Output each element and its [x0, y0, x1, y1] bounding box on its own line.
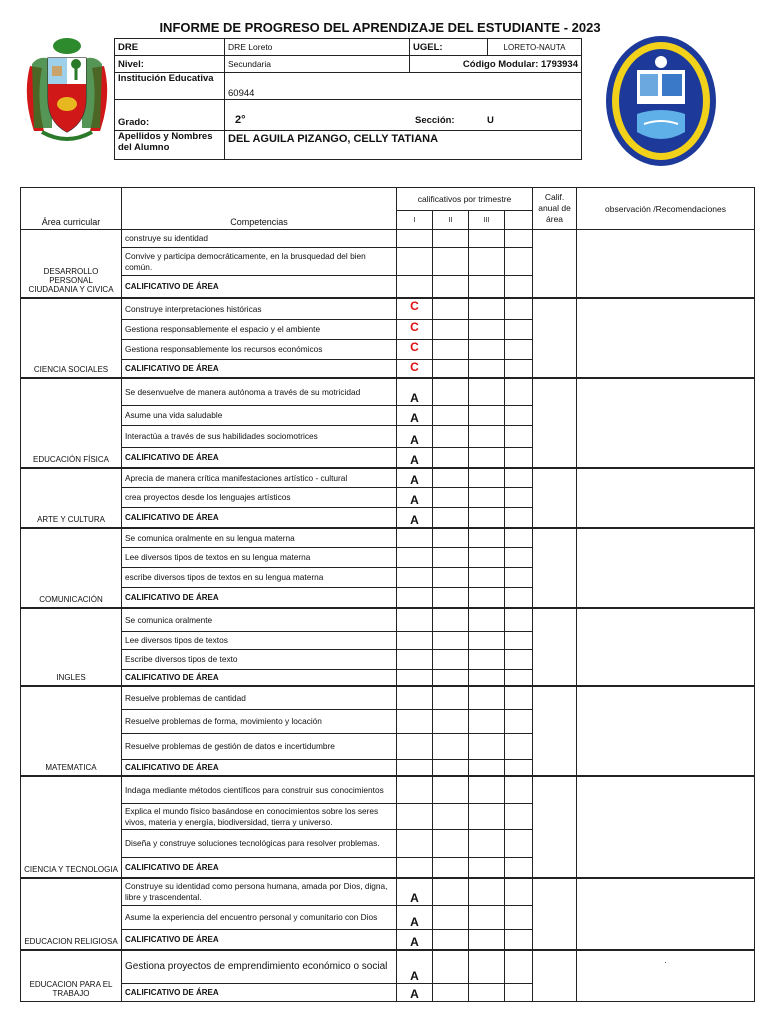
grade-trimestre-1	[397, 776, 433, 804]
grade-trimestre-4	[505, 468, 533, 488]
area-name: INGLES	[21, 608, 122, 686]
grade-trimestre-4	[505, 670, 533, 686]
grade-trimestre-3	[469, 360, 505, 378]
alumno-value: DEL AGUILA PIZANGO, CELLY TATIANA	[225, 131, 582, 160]
grade-trimestre-1: C	[397, 298, 433, 320]
grade-trimestre-1: A	[397, 878, 433, 906]
area-block	[21, 298, 755, 378]
annual-grade	[533, 878, 577, 950]
area-name: EDUCACIÓN FÍSICA	[21, 378, 122, 468]
grade-trimestre-4	[505, 588, 533, 608]
observations	[577, 528, 755, 608]
area-grade-label: CALIFICATIVO DE ÁREA	[122, 588, 397, 608]
observations	[577, 298, 755, 378]
area-block	[21, 528, 755, 608]
competency-name: crea proyectos desde los lenguajes artísticos	[122, 488, 397, 508]
competency-name: escribe diversos tipos de textos en su lengua materna	[122, 568, 397, 588]
grade-trimestre-2	[433, 686, 469, 710]
grade-trimestre-2	[433, 320, 469, 340]
grade-trimestre-1: A	[397, 930, 433, 950]
area-name: EDUCACION PARA EL TRABAJO	[21, 950, 122, 1002]
grade-trimestre-2	[433, 734, 469, 760]
area-grade-label: CALIFICATIVO DE ÁREA	[122, 858, 397, 878]
seccion-label: Sección:	[415, 115, 455, 126]
grade-trimestre-1: A	[397, 468, 433, 488]
area-grade-label: CALIFICATIVO DE ÁREA	[122, 276, 397, 298]
grade-trimestre-4	[505, 776, 533, 804]
grade-trimestre-3	[469, 230, 505, 248]
area-grade-label: CALIFICATIVO DE ÁREA	[122, 508, 397, 528]
grade-trimestre-4	[505, 878, 533, 906]
col-competencias-header: Competencias	[122, 188, 397, 230]
observations	[577, 378, 755, 468]
grade-trimestre-4	[505, 950, 533, 984]
grade-trimestre-1	[397, 734, 433, 760]
grade-trimestre-3	[469, 878, 505, 906]
col-t1-header: I	[397, 211, 433, 230]
grade-trimestre-2	[433, 984, 469, 1002]
area-block	[21, 468, 755, 528]
grade-trimestre-1	[397, 548, 433, 568]
ugel-label: UGEL:	[410, 39, 488, 56]
grade-trimestre-4	[505, 230, 533, 248]
grade-trimestre-4	[505, 830, 533, 858]
grado-value: 2°	[235, 114, 246, 126]
area-block	[21, 378, 755, 468]
col-trimestre-header: calificativos por trimestre	[397, 188, 533, 211]
grade-trimestre-4	[505, 488, 533, 508]
competency-name: Gestiona proyectos de emprendimiento económico o social	[122, 950, 397, 984]
observations	[577, 468, 755, 528]
area-name: CIENCIA Y TECNOLOGIA	[21, 776, 122, 878]
competency-name: Convive y participa democráticamente, en la brusquedad del bien común.	[122, 248, 397, 276]
competency-row	[21, 950, 755, 984]
grade-trimestre-1: A	[397, 984, 433, 1002]
competency-name: Se comunica oralmente	[122, 608, 397, 632]
col-anual-header: Calif. anual de área	[533, 188, 577, 230]
grade-trimestre-1	[397, 608, 433, 632]
competency-name: Asume una vida saludable	[122, 406, 397, 426]
observations: .	[577, 950, 755, 1002]
grade-trimestre-4	[505, 448, 533, 468]
grade-trimestre-2	[433, 858, 469, 878]
area-name: COMUNICACIÓN	[21, 528, 122, 608]
competency-name: Asume la experiencia del encuentro personal y comunitario con Dios	[122, 906, 397, 930]
alumno-label: Apellidos y Nombres del Alumno	[115, 131, 225, 160]
grade-trimestre-3	[469, 568, 505, 588]
student-info-table	[114, 38, 582, 160]
nivel-value: Secundaria	[225, 56, 410, 73]
col-t3-header: III	[469, 211, 505, 230]
grade-trimestre-4	[505, 984, 533, 1002]
grade-trimestre-2	[433, 588, 469, 608]
grade-trimestre-4	[505, 930, 533, 950]
grade-trimestre-1	[397, 650, 433, 670]
grade-trimestre-4	[505, 858, 533, 878]
grade-trimestre-4	[505, 340, 533, 360]
grade-trimestre-2	[433, 670, 469, 686]
competency-row	[21, 378, 755, 406]
competency-name: Indaga mediante métodos científicos para construir sus conocimientos	[122, 776, 397, 804]
ie-value: 60944	[225, 73, 582, 100]
grade-trimestre-4	[505, 710, 533, 734]
area-name: MATEMATICA	[21, 686, 122, 776]
grade-trimestre-3	[469, 320, 505, 340]
grade-trimestre-1	[397, 830, 433, 858]
competency-name: Gestiona responsablemente el espacio y el ambiente	[122, 320, 397, 340]
grade-trimestre-2	[433, 276, 469, 298]
grade-trimestre-1: A	[397, 950, 433, 984]
grade-trimestre-1	[397, 568, 433, 588]
grade-trimestre-1: A	[397, 426, 433, 448]
area-grade-label: CALIFICATIVO DE ÁREA	[122, 670, 397, 686]
grade-trimestre-2	[433, 508, 469, 528]
area-name: ARTE Y CULTURA	[21, 468, 122, 528]
area-block	[21, 950, 755, 1002]
competency-name: Aprecia de manera crítica manifestaciones artístico - cultural	[122, 468, 397, 488]
grade-trimestre-2	[433, 360, 469, 378]
competency-name: construye su identidad	[122, 230, 397, 248]
annual-grade	[533, 950, 577, 1002]
grade-trimestre-2	[433, 248, 469, 276]
area-block	[21, 230, 755, 298]
grade-trimestre-4	[505, 406, 533, 426]
grades-table	[20, 187, 755, 1002]
grade-trimestre-3	[469, 468, 505, 488]
grade-trimestre-2	[433, 950, 469, 984]
competency-name: Diseña y construye soluciones tecnológicas para resolver problemas.	[122, 830, 397, 858]
grade-trimestre-2	[433, 468, 469, 488]
grade-trimestre-3	[469, 588, 505, 608]
grade-trimestre-3	[469, 950, 505, 984]
area-block	[21, 608, 755, 686]
grade-trimestre-3	[469, 984, 505, 1002]
grade-trimestre-4	[505, 248, 533, 276]
grade-trimestre-3	[469, 804, 505, 830]
grade-trimestre-4	[505, 528, 533, 548]
annual-grade	[533, 528, 577, 608]
codigo-modular: Código Modular: 1793934	[410, 56, 582, 73]
col-t2-header: II	[433, 211, 469, 230]
grade-trimestre-4	[505, 548, 533, 568]
observations	[577, 878, 755, 950]
grade-trimestre-2	[433, 776, 469, 804]
grade-trimestre-3	[469, 508, 505, 528]
grade-trimestre-4	[505, 906, 533, 930]
grade-trimestre-4	[505, 568, 533, 588]
competency-row	[21, 298, 755, 320]
grade-trimestre-3	[469, 830, 505, 858]
grade-trimestre-2	[433, 230, 469, 248]
grade-trimestre-4	[505, 632, 533, 650]
report-title: INFORME DE PROGRESO DEL APRENDIZAJE DEL ESTUDIANTE - 2023	[159, 20, 601, 35]
grade-trimestre-4	[505, 734, 533, 760]
grade-trimestre-2	[433, 426, 469, 448]
competency-row	[21, 468, 755, 488]
competency-row	[21, 776, 755, 804]
grade-trimestre-4	[505, 804, 533, 830]
grade-trimestre-4	[505, 760, 533, 776]
competency-name: Resuelve problemas de gestión de datos e incertidumbre	[122, 734, 397, 760]
grade-trimestre-2	[433, 378, 469, 406]
grade-trimestre-3	[469, 248, 505, 276]
dre-value: DRE Loreto	[225, 39, 410, 56]
grade-trimestre-3	[469, 650, 505, 670]
competency-row	[21, 528, 755, 548]
grade-trimestre-3	[469, 734, 505, 760]
grade-trimestre-2	[433, 298, 469, 320]
grade-trimestre-3	[469, 670, 505, 686]
grade-trimestre-4	[505, 608, 533, 632]
competency-name: Gestiona responsablemente los recursos económicos	[122, 340, 397, 360]
ugel-value: LORETO-NAUTA	[488, 39, 582, 56]
competency-name: Lee diversos tipos de textos en su lengua materna	[122, 548, 397, 568]
grade-trimestre-4	[505, 686, 533, 710]
grade-trimestre-2	[433, 830, 469, 858]
observations	[577, 686, 755, 776]
grade-trimestre-2	[433, 760, 469, 776]
grade-trimestre-4	[505, 320, 533, 340]
school-seal-logo	[604, 34, 718, 168]
grade-trimestre-1	[397, 276, 433, 298]
grade-trimestre-1	[397, 686, 433, 710]
grade-trimestre-3	[469, 776, 505, 804]
grade-trimestre-1	[397, 248, 433, 276]
competency-row	[21, 878, 755, 906]
area-name: EDUCACION RELIGIOSA	[21, 878, 122, 950]
grade-trimestre-3	[469, 906, 505, 930]
grade-trimestre-3	[469, 406, 505, 426]
grade-trimestre-4	[505, 276, 533, 298]
annual-grade	[533, 298, 577, 378]
grade-trimestre-1	[397, 760, 433, 776]
annual-grade	[533, 608, 577, 686]
competency-name: Se desenvuelve de manera autónoma a través de su motricidad	[122, 378, 397, 406]
grade-trimestre-3	[469, 710, 505, 734]
competency-name: Explica el mundo físico basándose en conocimientos sobre los seres vivos, materia y energía, biodiversidad, tierra y universo.	[122, 804, 397, 830]
area-block	[21, 686, 755, 776]
grade-trimestre-3	[469, 276, 505, 298]
competency-row	[21, 608, 755, 632]
col-obs-header: observación /Recomendaciones	[577, 188, 755, 230]
grade-trimestre-3	[469, 426, 505, 448]
competency-name: Lee diversos tipos de textos	[122, 632, 397, 650]
grade-trimestre-2	[433, 930, 469, 950]
competency-name: Construye interpretaciones históricas	[122, 298, 397, 320]
grade-trimestre-2	[433, 710, 469, 734]
area-grade-label: CALIFICATIVO DE ÁREA	[122, 984, 397, 1002]
grade-trimestre-2	[433, 878, 469, 906]
grade-trimestre-3	[469, 528, 505, 548]
grade-trimestre-3	[469, 608, 505, 632]
dre-label: DRE	[115, 39, 225, 56]
competency-name: Interactúa a través de sus habilidades sociomotrices	[122, 426, 397, 448]
grade-trimestre-1: C	[397, 340, 433, 360]
annual-grade	[533, 230, 577, 298]
col-area-header: Área curricular	[21, 188, 122, 230]
observations	[577, 230, 755, 298]
grade-trimestre-2	[433, 340, 469, 360]
grade-trimestre-2	[433, 548, 469, 568]
competency-name: Resuelve problemas de cantidad	[122, 686, 397, 710]
observations	[577, 608, 755, 686]
grade-trimestre-4	[505, 508, 533, 528]
grade-trimestre-2	[433, 632, 469, 650]
grado-label: Grado:	[115, 100, 225, 131]
grade-trimestre-3	[469, 930, 505, 950]
area-block	[21, 878, 755, 950]
area-name: CIENCIA SOCIALES	[21, 298, 122, 378]
observations	[577, 776, 755, 878]
annual-grade	[533, 686, 577, 776]
area-name: DESARROLLO PERSONAL CIUDADANIA Y CIVICA	[21, 230, 122, 298]
competency-row	[21, 686, 755, 710]
grade-trimestre-1	[397, 670, 433, 686]
annual-grade	[533, 468, 577, 528]
competency-row	[21, 230, 755, 248]
grade-trimestre-2	[433, 650, 469, 670]
grade-trimestre-2	[433, 906, 469, 930]
peru-coat-of-arms-logo	[22, 36, 112, 146]
grade-trimestre-1	[397, 858, 433, 878]
area-grade-label: CALIFICATIVO DE ÁREA	[122, 760, 397, 776]
competency-name: Escribe diversos tipos de texto	[122, 650, 397, 670]
grade-trimestre-1	[397, 230, 433, 248]
area-grade-label: CALIFICATIVO DE ÁREA	[122, 930, 397, 950]
grade-trimestre-3	[469, 340, 505, 360]
grade-trimestre-4	[505, 360, 533, 378]
grade-trimestre-3	[469, 488, 505, 508]
grade-trimestre-4	[505, 426, 533, 448]
grade-trimestre-1	[397, 632, 433, 650]
grade-trimestre-4	[505, 650, 533, 670]
grade-trimestre-1: C	[397, 320, 433, 340]
grade-trimestre-1: A	[397, 406, 433, 426]
area-block	[21, 776, 755, 878]
grade-trimestre-1	[397, 710, 433, 734]
grade-trimestre-2	[433, 448, 469, 468]
grade-trimestre-3	[469, 760, 505, 776]
grade-trimestre-1	[397, 528, 433, 548]
grade-trimestre-3	[469, 448, 505, 468]
nivel-label: Nivel:	[115, 56, 225, 73]
grade-trimestre-4	[505, 378, 533, 406]
grade-trimestre-2	[433, 804, 469, 830]
grade-trimestre-2	[433, 528, 469, 548]
seccion-value: U	[487, 115, 494, 126]
grade-trimestre-1: A	[397, 448, 433, 468]
competency-name: Construye su identidad como persona humana, amada por Dios, digna, libre y trascendental.	[122, 878, 397, 906]
grade-trimestre-1: A	[397, 378, 433, 406]
grade-trimestre-3	[469, 686, 505, 710]
grade-trimestre-3	[469, 632, 505, 650]
grade-trimestre-3	[469, 298, 505, 320]
annual-grade	[533, 378, 577, 468]
grade-trimestre-1: A	[397, 906, 433, 930]
grade-trimestre-1: A	[397, 488, 433, 508]
grade-trimestre-3	[469, 378, 505, 406]
ie-label: Institución Educativa	[115, 73, 225, 100]
grade-trimestre-1	[397, 588, 433, 608]
grade-trimestre-2	[433, 488, 469, 508]
grade-trimestre-2	[433, 568, 469, 588]
competency-name: Resuelve problemas de forma, movimiento y locación	[122, 710, 397, 734]
grade-trimestre-2	[433, 608, 469, 632]
grade-trimestre-1: A	[397, 508, 433, 528]
competency-name: Se comunica oralmente en su lengua materna	[122, 528, 397, 548]
grade-trimestre-1: C	[397, 360, 433, 378]
grade-trimestre-3	[469, 858, 505, 878]
grade-trimestre-3	[469, 548, 505, 568]
grade-trimestre-4	[505, 298, 533, 320]
area-grade-label: CALIFICATIVO DE ÁREA	[122, 360, 397, 378]
grade-trimestre-2	[433, 406, 469, 426]
area-grade-label: CALIFICATIVO DE ÁREA	[122, 448, 397, 468]
grade-trimestre-1	[397, 804, 433, 830]
annual-grade	[533, 776, 577, 878]
